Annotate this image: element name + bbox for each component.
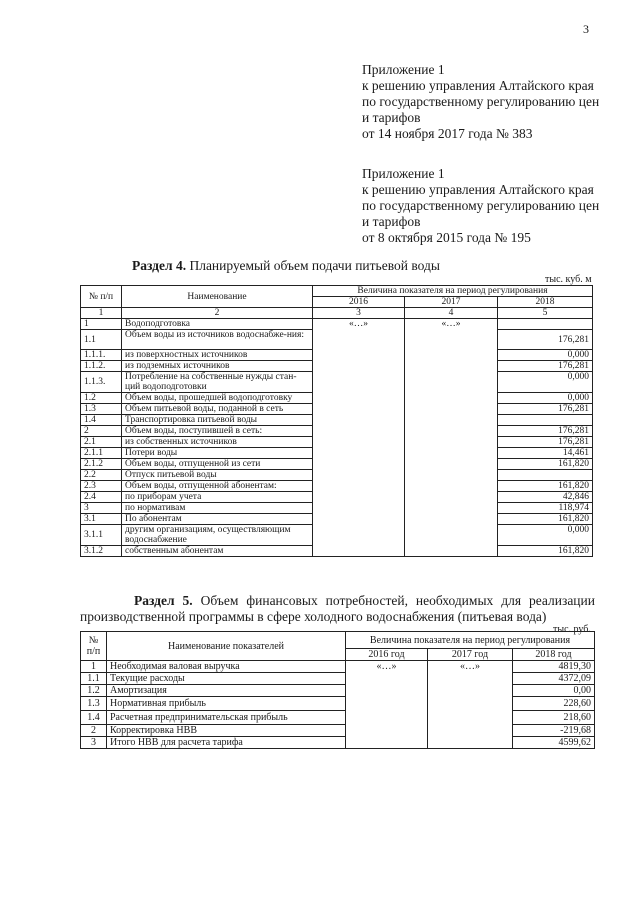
row-num: 2 <box>81 426 122 437</box>
col-number: 4 <box>405 308 498 319</box>
table-row <box>81 685 595 697</box>
table-row <box>81 661 595 673</box>
appendix-line: Приложение 1 <box>362 62 445 77</box>
table-row <box>81 673 595 685</box>
row-num: 2.1.1 <box>81 448 122 459</box>
header-year: 2018 <box>498 297 593 308</box>
header-period: Величина показателя на период регулирования <box>313 286 593 297</box>
appendix-line: по государственному регулированию цен <box>362 94 600 109</box>
row-num: 1.4 <box>81 415 122 426</box>
appendix-line: к решению управления Алтайского края <box>362 182 594 197</box>
row-num: 1 <box>81 661 107 673</box>
row-num: 3.1.1 <box>81 525 122 546</box>
header-num: № п/п <box>81 286 122 308</box>
row-num: 1 <box>81 319 122 330</box>
col-number: 2 <box>122 308 313 319</box>
row-num: 2.3 <box>81 481 122 492</box>
appendix-line: и тарифов <box>362 110 421 125</box>
row-value-2018: 176,281 <box>498 361 593 372</box>
header-name: Наименование <box>122 286 313 308</box>
row-value-2018: 0,000 <box>498 372 593 393</box>
row-name: Объем воды из источников водоснабже-ния: <box>122 330 313 350</box>
row-num: 2.2 <box>81 470 122 481</box>
row-value-2018: 161,820 <box>498 481 593 492</box>
column-number-row <box>81 308 593 319</box>
col-number: 5 <box>498 308 593 319</box>
table-row <box>81 711 595 725</box>
row-name: собственным абонентам <box>122 546 313 557</box>
appendix-line: и тарифов <box>362 214 421 229</box>
col-number: 3 <box>313 308 405 319</box>
row-num: 3.1.2 <box>81 546 122 557</box>
row-value-2018: 228,60 <box>513 697 595 711</box>
appendix-line: по государственному регулированию цен <box>362 198 600 213</box>
section4-label: Раздел 4. <box>132 258 187 273</box>
section5-units: тыс. руб. <box>553 624 591 635</box>
row-name: Расчетная предпринимательская прибыль <box>107 711 346 725</box>
row-value-2018: 118,974 <box>498 503 593 514</box>
row-name: из поверхностных источников <box>122 350 313 361</box>
row-value-2018: 42,846 <box>498 492 593 503</box>
row-value-2018: 218,60 <box>513 711 595 725</box>
row-num: 2 <box>81 725 107 737</box>
row-value-2018: 176,281 <box>498 437 593 448</box>
appendix-line: от 14 ноября 2017 года № 383 <box>362 126 533 141</box>
row-name: Объем воды, отпущенной абонентам: <box>122 481 313 492</box>
section5-title-text: Объем финансовых потребностей, необходимых для реализации производственной программы в сфере холодного водоснабжения (питьевая вода) <box>80 593 595 624</box>
section4-units: тыс. куб. м <box>545 274 592 285</box>
row-num: 1.4 <box>81 711 107 725</box>
row-num: 1.2 <box>81 393 122 404</box>
row-name: Транспортировка питьевой воды <box>122 415 313 426</box>
col-number: 1 <box>81 308 122 319</box>
table-row <box>81 319 593 330</box>
row-name: по нормативам <box>122 503 313 514</box>
row-value-2018: 176,281 <box>498 330 593 350</box>
page-number: 3 <box>583 22 589 36</box>
row-value-2018: 176,281 <box>498 426 593 437</box>
row-name: Нормативная прибыль <box>107 697 346 711</box>
row-name: из собственных источников <box>122 437 313 448</box>
row-name: Потребление на собственные нужды стан-ций водоподготовки <box>122 372 313 393</box>
header-year: 2017 год <box>428 649 513 661</box>
row-num: 1.1.1. <box>81 350 122 361</box>
row-value-2018: 161,820 <box>498 514 593 525</box>
row-name: По абонентам <box>122 514 313 525</box>
value-2016-placeholder: «…» <box>313 319 405 557</box>
row-num: 3.1 <box>81 514 122 525</box>
header-name: Наименование показателей <box>107 632 346 661</box>
row-num: 1.1.3. <box>81 372 122 393</box>
header-year: 2018 год <box>513 649 595 661</box>
row-name: Амортизация <box>107 685 346 697</box>
row-value-2018: 161,820 <box>498 459 593 470</box>
row-value-2018 <box>498 470 593 481</box>
row-name: из подземных источников <box>122 361 313 372</box>
row-value-2018: 0,000 <box>498 525 593 546</box>
row-value-2018: 4599,62 <box>513 737 595 749</box>
row-num: 1.1.2. <box>81 361 122 372</box>
row-name: Объем воды, поступившей в сеть: <box>122 426 313 437</box>
section4-title <box>132 258 440 274</box>
appendix-current-reference <box>362 62 599 142</box>
row-name: по приборам учета <box>122 492 313 503</box>
header-year: 2016 год <box>346 649 428 661</box>
header-period: Величина показателя на период регулирования <box>346 632 595 649</box>
row-num: 2.4 <box>81 492 122 503</box>
appendix-line: к решению управления Алтайского края <box>362 78 594 93</box>
row-num: 1.2 <box>81 685 107 697</box>
row-name: другим организациям, осуществляющим водоснабжение <box>122 525 313 546</box>
row-value-2018: -219,68 <box>513 725 595 737</box>
row-value-2018: 14,461 <box>498 448 593 459</box>
value-2017-placeholder: «…» <box>428 661 513 749</box>
row-num: 3 <box>81 503 122 514</box>
row-num: 1.3 <box>81 404 122 415</box>
row-name: Текущие расходы <box>107 673 346 685</box>
row-name: Объем воды, прошедшей водоподготовку <box>122 393 313 404</box>
row-name: Необходимая валовая выручка <box>107 661 346 673</box>
table-row <box>81 737 595 749</box>
row-name: Объем воды, отпущенной из сети <box>122 459 313 470</box>
row-value-2018 <box>498 415 593 426</box>
row-num: 1.1 <box>81 673 107 685</box>
section5-label: Раздел 5. <box>134 593 193 608</box>
row-value-2018: 176,281 <box>498 404 593 415</box>
row-num: 2.1.2 <box>81 459 122 470</box>
row-name: Итого НВВ для расчета тарифа <box>107 737 346 749</box>
appendix-previous-reference <box>362 166 599 246</box>
appendix-line: от 8 октября 2015 года № 195 <box>362 230 531 245</box>
row-value-2018: 161,820 <box>498 546 593 557</box>
row-name: Корректировка НВВ <box>107 725 346 737</box>
header-year: 2017 <box>405 297 498 308</box>
value-2016-placeholder: «…» <box>346 661 428 749</box>
section5-title <box>80 593 595 625</box>
section4-title-text: Планируемый объем подачи питьевой воды <box>186 258 440 273</box>
row-num: 3 <box>81 737 107 749</box>
section5-table <box>80 631 595 749</box>
table-row <box>81 697 595 711</box>
row-name: Объем питьевой воды, поданной в сеть <box>122 404 313 415</box>
appendix-line: Приложение 1 <box>362 166 445 181</box>
row-name: Отпуск питьевой воды <box>122 470 313 481</box>
row-value-2018 <box>498 319 593 330</box>
header-num: № п/п <box>81 632 107 661</box>
row-value-2018: 0,000 <box>498 393 593 404</box>
row-num: 2.1 <box>81 437 122 448</box>
header-year: 2016 <box>313 297 405 308</box>
row-num: 1.1 <box>81 330 122 350</box>
row-value-2018: 0,00 <box>513 685 595 697</box>
row-num: 1.3 <box>81 697 107 711</box>
row-value-2018: 4819,30 <box>513 661 595 673</box>
table-row <box>81 725 595 737</box>
row-name: Водоподготовка <box>122 319 313 330</box>
row-value-2018: 0,000 <box>498 350 593 361</box>
section4-table <box>80 285 593 557</box>
row-name: Потери воды <box>122 448 313 459</box>
value-2017-placeholder: «…» <box>405 319 498 557</box>
row-value-2018: 4372,09 <box>513 673 595 685</box>
